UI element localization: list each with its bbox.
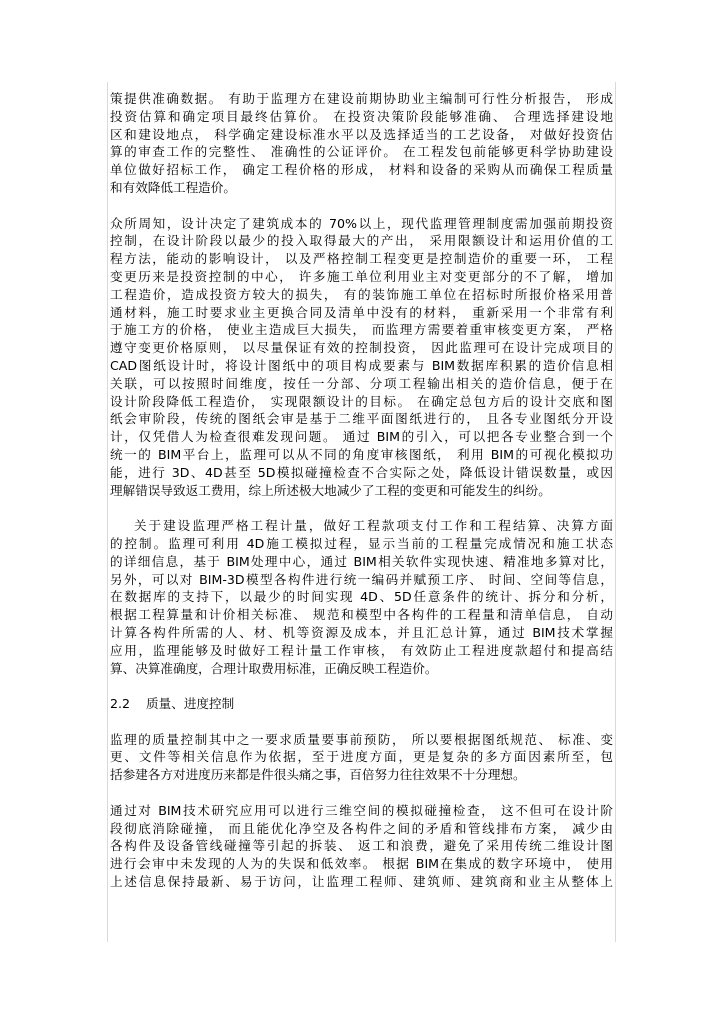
text-line: 工程造价，造成投资方较大的损失， 有的装饰施工单位在招标时所报价格采用普 xyxy=(110,286,613,302)
text-line: 的详细信息，基于 BIM处理中心，通过 BIM相关软件实现快速、精准地多算对比， xyxy=(110,553,613,569)
paragraph-5 xyxy=(110,802,613,891)
text-line: CAD图纸设计时，将设计图纸中的项目构成要素与 BIM数据库积累的造价信息相 xyxy=(110,357,613,373)
text-line: 程方法，能动的影响设计， 以及严格控制工程变更是控制造价的重要一环， 工程 xyxy=(110,251,613,267)
text-line: 设计阶段降低工程造价， 实现限额设计的目标。 在确定总包方后的设计交底和图 xyxy=(110,393,613,409)
paragraph-gap xyxy=(110,784,613,802)
text-line: 上述信息保持最新、易于访问，让监理工程师、建筑师、建筑商和业主从整体上 xyxy=(110,874,613,890)
text-line: 应用，监理能够及时做好工程计量工作审核， 有效防止工程进度款超付和提高结 xyxy=(110,642,613,658)
text-line: 更、文件等相关信息作为依据，至于进度方面，更是复杂的多方面因素所至，包 xyxy=(110,749,613,765)
text-line: 算的审查工作的完整性、 准确性的公证评价。 在工程发包前能够更科学协助建设 xyxy=(110,144,613,160)
text-line: 计算各构件所需的人、材、机等资源及成本，并且汇总计算，通过 BIM技术掌握 xyxy=(110,624,613,640)
text-line: 在数据库的支持下，以最少的时间实现 4D、5D任意条件的统计、拆分和分析， xyxy=(110,589,613,605)
text-line: 众所周知，设计决定了建筑成本的 70%以上，现代监理管理制度需加强前期投资 xyxy=(110,215,613,231)
text-line: 投资估算和确定项目最终估算价。 在投资决策阶段能够准确、 合理选择建设地 xyxy=(110,108,613,124)
right-margin-rule xyxy=(615,82,616,942)
paragraph-gap xyxy=(110,677,613,695)
text-line: 控制，在设计阶段以最少的投入取得最大的产出， 采用限额设计和运用价值的工 xyxy=(110,233,613,249)
section-heading: 2.2 质量、进度控制 xyxy=(110,696,235,712)
text-line: 能，进行 3D、4D甚至 5D模拟碰撞检查不合实际之处，降低设计错误数量，或因 xyxy=(110,464,613,480)
text-line: 各构件及设备管线碰撞等引起的拆装、 返工和浪费，避免了采用传统二维设计图 xyxy=(110,838,613,854)
text-line: 计，仅凭借人为检查很难发现问题。 通过 BIM的引入，可以把各专业整合到一个 xyxy=(110,429,613,445)
text-line: 段彻底消除碰撞， 而且能优化净空及各构件之间的矛盾和管线排布方案， 减少由 xyxy=(110,820,613,836)
paragraph-gap xyxy=(110,197,613,215)
paragraph-2 xyxy=(110,215,613,500)
text-line: 统一的 BIM平台上，监理可以从不同的角度审核图纸， 利用 BIM的可视化模拟功 xyxy=(110,446,613,462)
paragraph-1 xyxy=(110,90,613,197)
text-line: 另外，可以对 BIM-3D模型各构件进行统一编码并赋预工序、 时间、空间等信息， xyxy=(110,571,613,587)
text-line: 根据工程算量和计价相关标准、 规范和模型中各构件的工程量和清单信息， 自动 xyxy=(110,607,613,623)
paragraph-3 xyxy=(110,517,613,677)
text-line: 的控制。监理可利用 4D施工模拟过程，显示当前的工程量完成情况和施工状态 xyxy=(110,535,613,551)
text-line: 遵守变更价格原则， 以尽量保证有效的控制投资， 因此监理可在设计完成项目的 xyxy=(110,340,613,356)
text-column xyxy=(110,90,613,891)
text-line: 单位做好招标工作， 确定工程价格的形成， 材料和设备的采购从而确保工程质量 xyxy=(110,162,613,178)
left-margin-rule xyxy=(107,82,108,942)
text-line: 于施工方的价格， 使业主造成巨大损失， 而监理方需要着重审核变更方案， 严格 xyxy=(110,322,613,338)
text-line: 通过对 BIM技术研究应用可以进行三维空间的模拟碰撞检查， 这不但可在设计阶 xyxy=(110,802,613,818)
text-line: 关联，可以按照时间维度，按任一分部、分项工程输出相关的造价信息，便于在 xyxy=(110,375,613,391)
text-line: 算、决算准确度，合理计取费用标准，正确反映工程造价。 xyxy=(110,660,438,676)
text-line: 区和建设地点， 科学确定建设标准水平以及选择适当的工艺设备， 对做好投资估 xyxy=(110,126,613,142)
text-line: 变更历来是投资控制的中心， 许多施工单位利用业主对变更部分的不了解， 增加 xyxy=(110,268,613,284)
text-line: 通材料，施工时要求业主更换合同及清单中没有的材料， 重新采用一个非常有利 xyxy=(110,304,613,320)
text-line: 监理的质量控制其中之一要求质量要事前预防， 所以要根据图纸规范、 标准、变 xyxy=(110,731,613,747)
text-line: 和有效降低工程造价。 xyxy=(110,179,236,195)
text-line: 进行会审中未发现的人为的失误和低效率。 根据 BIM在集成的数字环境中， 使用 xyxy=(110,856,613,872)
paragraph-4 xyxy=(110,731,613,784)
text-line: 理解错误导致返工费用，综上所述极大地减少了工程的变更和可能发生的纠纷。 xyxy=(110,482,551,498)
text-line: 纸会审阶段，传统的图纸会审是基于二维平面图纸进行的， 且各专业图纸分开设 xyxy=(110,411,613,427)
paragraph-gap xyxy=(110,499,613,517)
text-line: 关于建设监理严格工程计量，做好工程款项支付工作和工程结算、决算方面 xyxy=(110,518,613,534)
text-line: 策提供准确数据。 有助于监理方在建设前期协助业主编制可行性分析报告， 形成 xyxy=(110,91,613,106)
paragraph-gap xyxy=(110,713,613,731)
text-line: 括参建各方对进度历来都是件很头痛之事，百倍努力往往效果不十分理想。 xyxy=(110,767,526,783)
